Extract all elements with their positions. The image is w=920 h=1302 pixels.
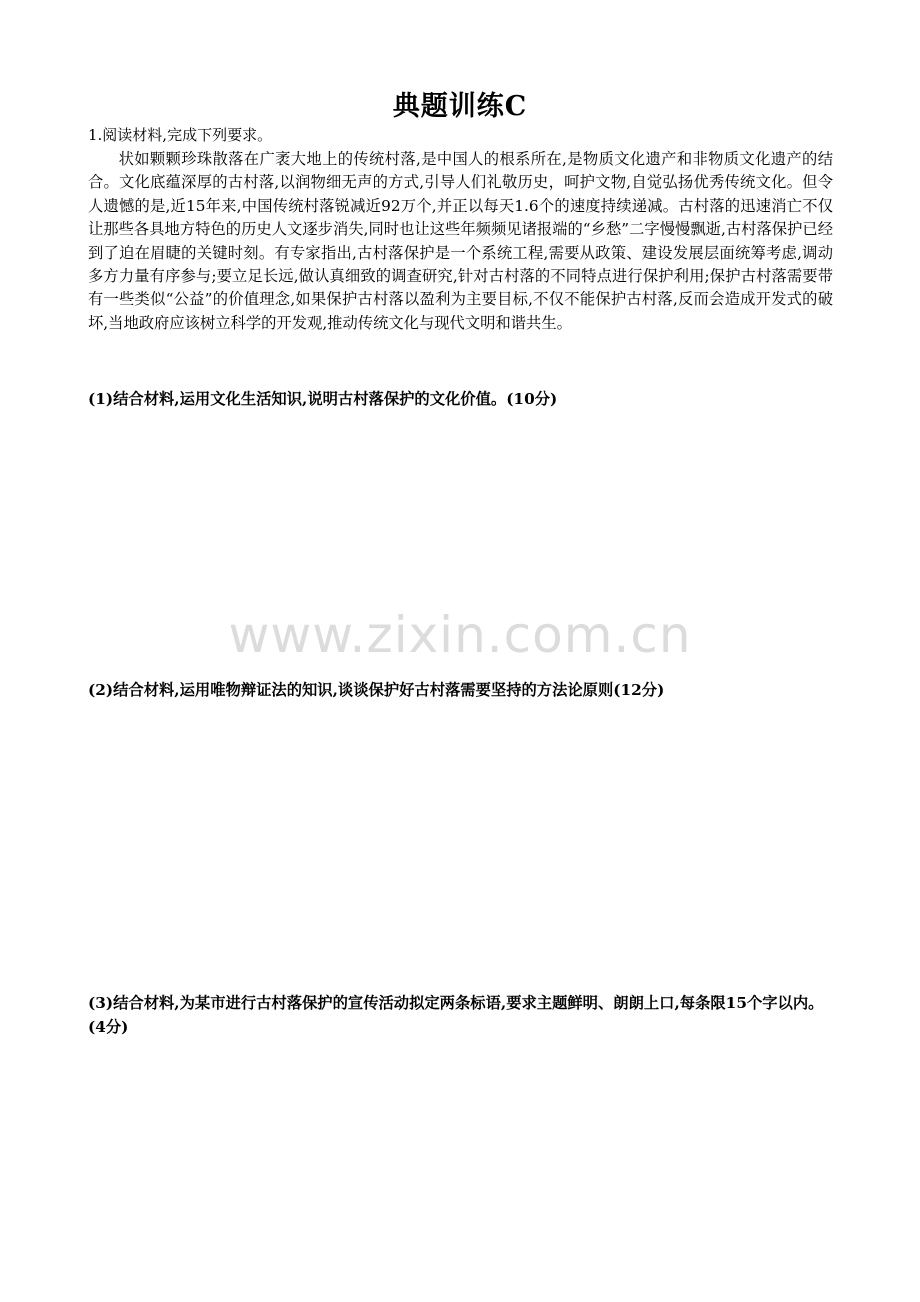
sub-question-2: (2)结合材料,运用唯物辩证法的知识,谈谈保护好古村落需要坚持的方法论原则(12分) [88, 681, 665, 699]
question-intro: 1.阅读材料,完成下列要求。 [88, 126, 273, 144]
page-title: 典题训练C [392, 91, 528, 122]
watermark: www.zixin.com.cn [228, 606, 692, 664]
sub-question-1: (1)结合材料,运用文化生活知识,说明古村落保护的文化价值。(10分) [88, 390, 558, 408]
sub-question-3: (3)结合材料,为某市进行古村落保护的宣传活动拟定两条标语,要求主题鲜明、朗朗上口,每条限15个字以内。(4分) [88, 994, 824, 1036]
reading-material: 状如颗颗珍珠散落在广袤大地上的传统村落,是中国人的根系所在,是物质文化遗产和非物质文化遗产的结合。文化底蕴深厚的古村落,以润物细无声的方式,引导人们礼敬历史，呵护文物,自觉弘扬优秀传统文化。但令人遗憾的是,近15年来,中国传统村落锐减近92万个,并正以每天1.6个的速度持续递减。古村落的迅速消亡不仅让那些各具地方特色的历史人文逐步消失,同时也让这些年频频见诸报端的“乡愁”二字慢慢飘逝,古村落保护已经到了迫在眉睫的关键时刻。有专家指出,古村落保护是一个系统工程,需要从政策、建设发展层面统筹考虑,调动多方力量有序参与;要立足长远,做认真细致的调查研究,针对古村落的不同特点进行保护利用;保护古村落需要带有一些类似“公益”的价值理念,如果保护古村落以盈利为主要目标,不仅不能保护古村落,反而会造成开发式的破坏,当地政府应该树立科学的开发观,推动传统文化与现代文明和谐共生。 [88, 150, 833, 332]
